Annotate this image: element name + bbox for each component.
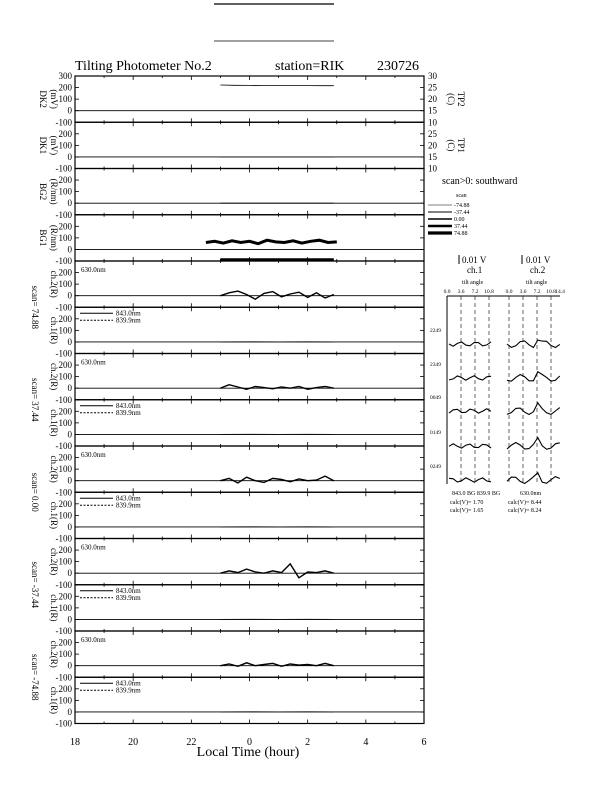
inset-time-label: 0249	[430, 464, 441, 470]
right-tick-label: 20	[428, 140, 437, 151]
panel-stack	[30, 71, 466, 729]
series-line-5	[220, 291, 333, 299]
x-tick-label: 4	[363, 737, 369, 748]
panel-0	[38, 71, 466, 127]
y-tick-label: 0	[67, 151, 72, 162]
right-tick-label: 15	[428, 151, 437, 162]
scan-legend-title: scan>0: southward	[442, 176, 518, 187]
inset-trace-ch1	[449, 444, 491, 448]
y-label: ch.2(R)	[49, 363, 59, 391]
panel-frame	[75, 631, 424, 677]
y-tick-label: 0	[67, 105, 72, 116]
ch2-scale: 0.01 V	[526, 255, 551, 265]
y-tick-label: 200	[58, 406, 72, 417]
y-tick-label: 100	[58, 417, 72, 428]
scan-legend-value: -37.44	[454, 210, 470, 216]
panel-7	[49, 400, 424, 451]
y-tick-label: 100	[58, 140, 72, 151]
legend-label: 839.9nm	[116, 501, 141, 510]
y-tick-label: 100	[58, 510, 72, 521]
legend-label: 839.9nm	[116, 316, 141, 325]
y-tick-label: 100	[58, 186, 72, 197]
y-label: DK1	[38, 136, 48, 155]
right-label-unit: (C)	[446, 93, 456, 106]
y-tick-label: 200	[58, 498, 72, 509]
y-tick-label: 0	[67, 429, 72, 440]
y-tick-label: -100	[55, 209, 72, 220]
panel-frame	[75, 354, 424, 400]
panel-6	[30, 354, 424, 423]
y-tick-label: -100	[55, 348, 72, 359]
scan-legend-value: 74.88	[454, 231, 468, 237]
y-tick-label: 0	[67, 706, 72, 717]
panel-2	[38, 169, 424, 220]
legend-label: 843.0nm	[116, 309, 141, 318]
y-label: ch.1(R)	[49, 316, 59, 344]
scan-group-label: scan= 0.00	[30, 472, 40, 512]
scan-legend-rows	[428, 203, 470, 237]
x-tick-label: 22	[186, 737, 197, 748]
inset-time-label: 0049	[430, 395, 441, 401]
x-tick-label: 18	[70, 737, 80, 748]
y-tick-label: 0	[67, 198, 72, 209]
series-line-0	[220, 85, 333, 86]
panel-13	[49, 677, 424, 728]
y-tick-label: -100	[55, 672, 72, 683]
y-tick-label: 100	[58, 94, 72, 105]
calc1-ch2: calc(V)= 8.44	[508, 500, 542, 506]
y-tick-label: -100	[55, 117, 72, 128]
y-tick-label: 100	[58, 649, 72, 660]
panel-9	[49, 492, 424, 543]
calc1-ch1: calc(V)= 1.70	[450, 500, 484, 506]
y-tick-label: 100	[58, 232, 72, 243]
series-line-3	[206, 240, 337, 244]
y-tick-label: -100	[55, 579, 72, 590]
right-label-unit: (C)	[446, 139, 456, 152]
ch1-scale: 0.01 V	[462, 255, 487, 265]
y-tick-label: 0	[67, 336, 72, 347]
y-label: ch.1(R)	[49, 409, 59, 437]
y-tick-label: 200	[58, 452, 72, 463]
inset-trace-ch1	[449, 376, 491, 380]
inset-bottom-ch1: 843.0 BG 839.9 BG	[452, 491, 501, 497]
y-tick-label: 200	[58, 175, 72, 186]
y-label: BG2	[38, 183, 48, 201]
y-tick-label: 200	[58, 360, 72, 371]
y-tick-label: 0	[67, 521, 72, 532]
panel-frame	[75, 446, 424, 492]
y-tick-label: 100	[58, 371, 72, 382]
legend-label: 839.9nm	[116, 686, 141, 695]
x-tick-label: 2	[305, 737, 311, 748]
calc2-ch1: calc(V)= 1.65	[450, 508, 484, 514]
inset-trace-ch2	[507, 372, 560, 382]
y-tick-label: 0	[67, 614, 72, 625]
y-tick-label: -100	[55, 256, 72, 266]
legend-label: 843.0nm	[116, 586, 141, 595]
y-tick-label: -100	[55, 163, 72, 174]
y-tick-label: -100	[55, 626, 72, 636]
y-tick-label: 100	[58, 695, 72, 706]
legend-label: 839.9nm	[116, 408, 141, 417]
y-label-unit: (R/nm)	[49, 178, 59, 205]
panel-5	[49, 307, 424, 358]
legend-label: 839.9nm	[116, 593, 141, 602]
panel-frame	[75, 215, 424, 261]
y-tick-label: -100	[55, 302, 72, 313]
panel-4	[30, 261, 424, 330]
panel-frame	[75, 169, 424, 215]
tilt-tick-ch2: 7.2	[533, 289, 541, 295]
legend-label: 630.0nm	[81, 451, 106, 459]
ch1-label: ch.1	[467, 265, 483, 275]
right-tick-label: 30	[428, 71, 437, 81]
scan-legend-value: -74.88	[454, 203, 470, 209]
tilt-tick-ch1: 3.6	[457, 289, 465, 295]
y-label-unit: (mV)	[49, 135, 59, 156]
scan-group-label: scan= -74.88	[30, 653, 40, 701]
legend-label: 630.0nm	[81, 636, 106, 644]
y-tick-label: 0	[67, 660, 72, 671]
inset-trace-ch1	[449, 409, 491, 413]
y-label: ch.2(R)	[49, 455, 59, 483]
y-tick-label: 100	[58, 325, 72, 336]
x-axis-title: Local Time (hour)	[196, 745, 300, 760]
inset-time-label: 0149	[430, 430, 441, 436]
inset-trace-ch1	[449, 342, 491, 346]
scan-group-label: scan= 37.44	[30, 377, 40, 422]
y-tick-label: -100	[55, 441, 72, 451]
panel-12	[30, 631, 424, 701]
y-tick-label: 200	[58, 683, 72, 694]
right-label: TP2	[456, 91, 466, 107]
tilt-tick-ch2: 10.8	[546, 289, 556, 295]
y-tick-label: -100	[55, 533, 72, 544]
y-label: ch.2(R)	[49, 640, 59, 668]
y-label: ch.1(R)	[49, 594, 59, 622]
panel-1	[38, 122, 466, 173]
inset-trace-ch1	[449, 478, 491, 482]
scan-legend-value: 0.00	[454, 217, 465, 223]
y-tick-label: 200	[58, 545, 72, 556]
right-tick-label: 25	[428, 82, 437, 93]
inset-trace-ch2	[507, 340, 560, 347]
y-tick-label: 100	[58, 556, 72, 567]
panel-frame	[75, 122, 424, 168]
panel-frame	[75, 261, 424, 307]
tilt-label-ch1: tilt angle	[462, 280, 484, 286]
series-line-7	[220, 385, 333, 390]
top-noise-lines	[214, 4, 334, 41]
right-tick-label: 25	[428, 128, 437, 139]
inset-trace-ch2	[507, 438, 560, 450]
y-tick-label: 100	[58, 464, 72, 475]
y-tick-label: 0	[67, 244, 72, 255]
panel-frame	[75, 539, 424, 585]
legend-label: 630.0nm	[81, 543, 106, 552]
scan-legend-value: 37.44	[454, 224, 468, 230]
x-tick-label: 6	[421, 737, 427, 748]
y-tick-label: 0	[67, 475, 72, 486]
y-label: ch.2(R)	[49, 548, 59, 576]
y-tick-label: 200	[58, 267, 72, 278]
y-tick-label: 300	[58, 71, 72, 81]
inset-time-label: 2349	[430, 362, 441, 368]
panel-frame	[75, 76, 424, 122]
tilt-tick-ch2: 0.0	[505, 289, 513, 295]
legend-label: 843.0nm	[116, 401, 141, 410]
x-tick-label: 20	[128, 737, 139, 748]
y-label: ch.1(R)	[49, 501, 59, 529]
right-tick-label: 20	[428, 94, 437, 105]
tilt-tick-ch2: 3.6	[519, 289, 527, 295]
y-tick-label: 0	[67, 290, 72, 301]
inset-bottom-ch2: 630.0nm	[520, 491, 542, 497]
y-label-unit: (R/nm)	[49, 224, 59, 251]
calc2-ch2: calc(V)= 8.24	[508, 508, 542, 514]
y-tick-label: -100	[55, 718, 72, 729]
scan-group-label: scan= 74.88	[30, 285, 40, 330]
tilt-tick-ch1: 7.2	[471, 289, 479, 295]
inset-body	[430, 255, 565, 484]
y-tick-label: 0	[67, 568, 72, 579]
y-tick-label: 100	[58, 602, 72, 613]
legend-label: 630.0nm	[81, 266, 106, 274]
y-label: ch.2(R)	[49, 270, 59, 298]
y-tick-label: 200	[58, 591, 72, 602]
series-line-11	[220, 564, 333, 578]
y-label: DK2	[38, 90, 48, 108]
inset-trace-ch2	[507, 403, 560, 415]
y-label: BG1	[38, 229, 48, 247]
tilt-tick-ch1: 10.8	[484, 289, 494, 295]
inset-time-label: 2249	[430, 328, 441, 334]
right-label: TP1	[456, 137, 466, 153]
right-tick-label: 15	[428, 105, 437, 116]
x-tick-label: 0	[247, 737, 252, 748]
scan-legend-header: scan	[456, 193, 467, 199]
right-tick-label: 10	[428, 117, 437, 128]
y-label: ch.1(R)	[49, 686, 59, 714]
tilt-tick-ch1: 0.0	[443, 289, 451, 295]
tilt-inset	[430, 255, 565, 514]
legend-label: 630.0nm	[81, 358, 106, 367]
station-label: station=RIK	[275, 59, 345, 74]
right-tick-label: 10	[428, 163, 437, 174]
y-tick-label: 0	[67, 383, 72, 394]
date-label: 230726	[377, 59, 419, 74]
legend-label: 843.0nm	[116, 679, 141, 688]
y-tick-label: 200	[58, 313, 72, 324]
inset-trace-ch2	[507, 473, 560, 484]
instrument-title: Tilting Photometer No.2	[75, 59, 212, 74]
legend-label: 843.0nm	[116, 494, 141, 503]
y-tick-label: -100	[55, 394, 72, 405]
y-tick-label: 200	[58, 221, 72, 232]
tilt-tick-ch2: 14.4	[555, 289, 565, 295]
y-tick-label: 200	[58, 82, 72, 93]
y-tick-label: 200	[58, 128, 72, 139]
series-line-9	[220, 476, 333, 483]
scan-legend	[428, 176, 517, 237]
y-tick-label: 200	[58, 637, 72, 648]
y-tick-label: 100	[58, 279, 72, 290]
y-tick-label: -100	[55, 487, 72, 498]
panel-11	[49, 585, 424, 636]
scan-group-label: scan= -37.44	[30, 561, 40, 609]
ch2-label: ch.2	[530, 265, 546, 275]
panel-10	[30, 539, 424, 609]
tilt-label-ch2: tilt angle	[526, 280, 548, 286]
y-label-unit: (mV)	[49, 89, 59, 109]
